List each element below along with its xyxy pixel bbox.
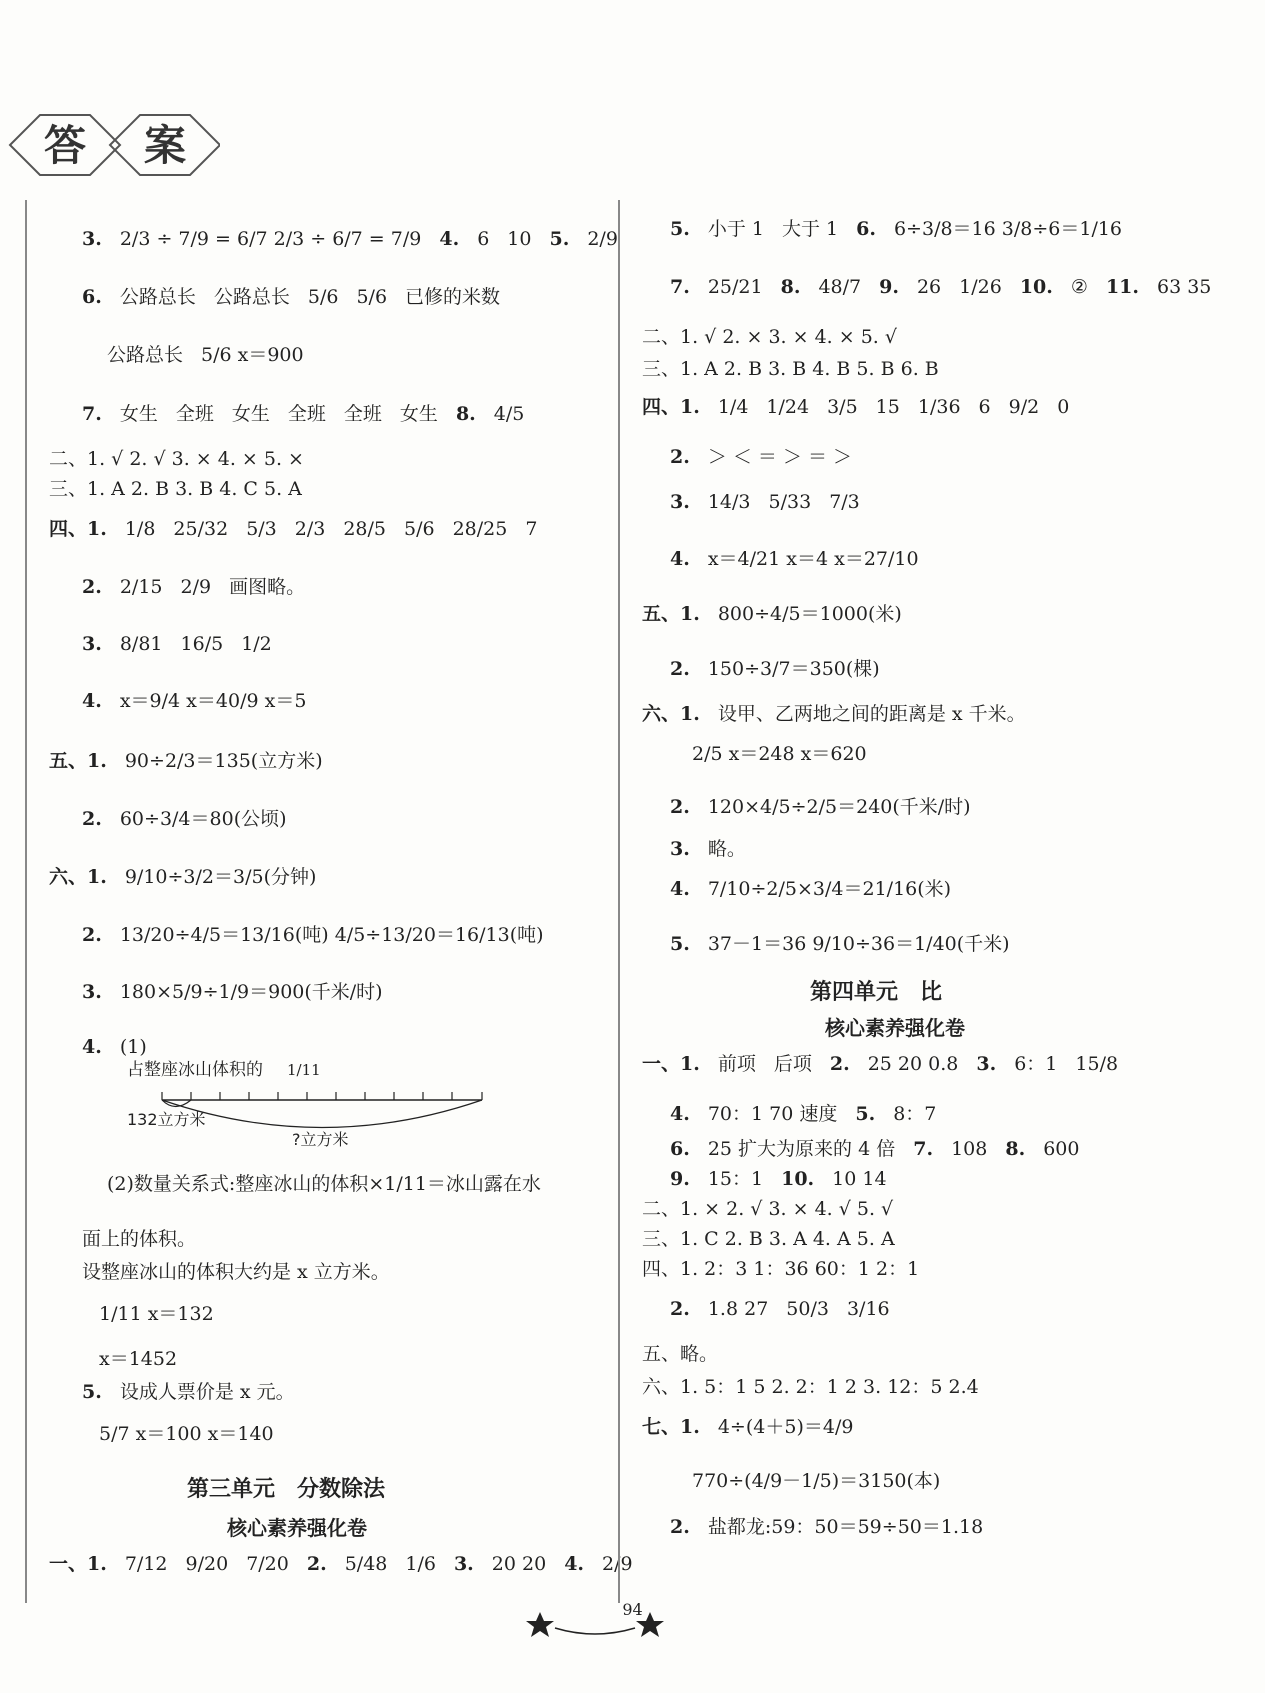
right-line-11: 六、1. 设甲、乙两地之间的距离是 x 千米。 [642,703,1026,725]
left-line-3: 公路总长 5/6 x＝900 [107,344,304,366]
right-line-17: 一、1. 前项 后项 2. 25 20 0.8 3. 6：1 15/8 [642,1053,1119,1075]
page-number: 94 [622,1600,643,1619]
unit-4-title: 第四单元 比 [810,979,943,1005]
right-line-28: 770÷(4/9－1/5)＝3150(本) [692,1470,941,1492]
right-line-27: 七、1. 4÷(4＋5)＝4/9 [642,1416,854,1438]
unit-3-subtitle: 核心素养强化卷 [227,1516,367,1540]
left-line-10: 4. x＝9/4 x＝40/9 x＝5 [82,690,307,712]
left-line-22: 5. 设成人票价是 x 元。 [82,1381,295,1403]
right-line-29: 2. 盐都龙:59：50＝59÷50＝1.18 [670,1516,984,1538]
right-line-5: 四、1. 1/4 1/24 3/5 15 1/36 6 9/2 0 [642,396,1070,418]
right-line-20: 9. 15：1 10. 10 14 [670,1168,887,1190]
left-line-11: 五、1. 90÷2/3＝135(立方米) [49,750,323,772]
right-line-16: 5. 37－1＝36 9/10÷36＝1/40(千米) [670,933,1010,955]
left-section-3: 三、1. A 2. B 3. B 4. C 5. A [49,478,302,500]
right-line-12: 2/5 x＝248 x＝620 [692,743,867,765]
left-line-7: 四、1. 1/8 25/32 5/3 2/3 28/5 5/6 28/25 7 [49,518,538,540]
diagram-left-label: 132立方米 [127,1110,206,1129]
answer-banner [0,105,220,185]
left-section-2: 二、1. √ 2. √ 3. × 4. × 5. × [49,448,304,470]
left-line-12: 2. 60÷3/4＝80(公顷) [82,808,287,830]
left-line-18: 面上的体积。 [82,1228,197,1250]
iceberg-diagram [127,1045,547,1155]
right-line-13: 2. 120×4/5÷2/5＝240(千米/时) [670,796,971,818]
right-line-1: 5. 小于 1 大于 1 6. 6÷3/8＝16 3/8÷6＝1/16 [670,218,1123,240]
left-line-14: 2. 13/20÷4/5＝13/16(吨) 4/5÷13/20＝16/13(吨) [82,924,544,946]
right-line-15: 4. 7/10÷2/5×3/4＝21/16(米) [670,878,952,900]
left-line-16: 4. (1) [82,1036,147,1058]
left-column [25,200,652,1603]
right-line-18: 4. 70：1 70 速度 5. 8：7 [670,1103,937,1125]
left-line-9: 3. 8/81 16/5 1/2 [82,633,272,655]
left-line-15: 3. 180×5/9÷1/9＝900(千米/时) [82,981,383,1003]
right-section-4b: 四、1. 2：3 1：36 60：1 2：1 [642,1258,920,1280]
left-line-1: 3. 2/3 ÷ 7/9 = 6/7 2/3 ÷ 6/7 = 7/9 4. 6 10 5. 2/9 [82,228,618,250]
left-line-24: 一、1. 7/12 9/20 7/20 2. 5/48 1/6 3. 20 20 4. 2/9 [49,1553,633,1575]
right-section-3: 三、1. A 2. B 3. B 4. B 5. B 6. B [642,358,939,380]
right-line-19: 6. 25 扩大为原来的 4 倍 7. 108 8. 600 [670,1138,1080,1160]
diagram-top-frac: 1/11 [287,1061,321,1079]
left-line-2: 6. 公路总长 公路总长 5/6 5/6 已修的米数 [82,286,501,308]
left-line-13: 六、1. 9/10÷3/2＝3/5(分钟) [49,866,317,888]
right-line-10: 2. 150÷3/7＝350(棵) [670,658,880,680]
left-line-20: 1/11 x＝132 [99,1303,214,1325]
footer-stars-icon [525,1610,665,1640]
right-section-6b: 六、1. 5：1 5 2. 2：1 2 3. 12：5 2.4 [642,1376,979,1398]
left-line-17: (2)数量关系式:整座冰山的体积×1/11＝冰山露在水 [107,1173,541,1195]
right-line-24: 2. 1.8 27 50/3 3/16 [670,1298,890,1320]
right-line-6: 2. ＞ ＜ ＝ ＞ ＝ ＞ [670,446,853,468]
diagram-right-label: ?立方米 [292,1130,349,1149]
left-line-23: 5/7 x＝100 x＝140 [99,1423,274,1445]
left-line-8: 2. 2/15 2/9 画图略。 [82,576,306,598]
right-line-7: 3. 14/3 5/33 7/3 [670,491,860,513]
diagram-ticks [162,1092,482,1100]
right-section-3b: 三、1. C 2. B 3. A 4. A 5. A [642,1228,895,1250]
right-column [618,200,1250,1603]
right-line-2: 7. 25/21 8. 48/7 9. 26 1/26 10. ② 11. 63 35 [670,276,1212,298]
diagram-large-brace [162,1100,482,1128]
diagram-top-label: 占整座冰山体积的 [127,1060,263,1080]
right-section-2b: 二、1. × 2. √ 3. × 4. √ 5. √ [642,1198,894,1220]
right-line-14: 3. 略。 [670,838,746,860]
banner-char-2: 案 [143,121,187,170]
banner-char-1: 答 [43,121,87,170]
left-line-19: 设整座冰山的体积大约是 x 立方米。 [82,1261,390,1283]
right-line-9: 五、1. 800÷4/5＝1000(米) [642,603,902,625]
right-section-2: 二、1. √ 2. × 3. × 4. × 5. √ [642,326,897,348]
left-line-4: 7. 女生 全班 女生 全班 全班 女生 8. 4/5 [82,403,525,425]
unit-3-title: 第三单元 分数除法 [187,1476,386,1502]
left-line-21: x＝1452 [99,1348,178,1370]
right-section-5b: 五、略。 [642,1343,719,1365]
unit-4-subtitle: 核心素养强化卷 [825,1016,965,1040]
right-line-8: 4. x＝4/21 x＝4 x＝27/10 [670,548,919,570]
